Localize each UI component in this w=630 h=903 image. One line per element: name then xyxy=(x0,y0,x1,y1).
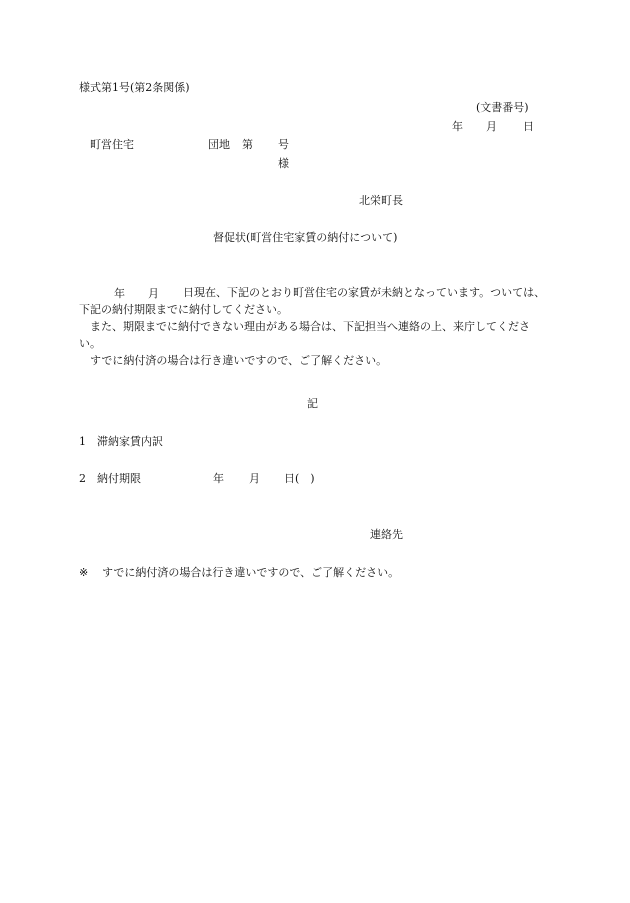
body-year: 年 xyxy=(114,287,125,300)
ki-heading: 記 xyxy=(307,397,318,410)
recipient-honorific: 様 xyxy=(278,157,289,170)
item-2-number: 2 xyxy=(79,472,86,485)
item-2-day: 日( ) xyxy=(284,472,315,485)
body-paragraph-1: 日現在、下記のとおり町営住宅の家賃が未納となっています。ついては、下記の納付期限までに納付してください。 xyxy=(79,286,546,316)
document-number: (文書番号) xyxy=(476,101,529,114)
recipient-danchi: 団地 xyxy=(208,138,230,151)
date-day: 日 xyxy=(523,120,534,133)
date-year: 年 xyxy=(452,120,463,133)
body-text xyxy=(79,284,551,369)
sender-name: 北栄町長 xyxy=(359,194,403,207)
document-title: 督促状(町営住宅家賃の納付について) xyxy=(213,231,398,244)
footnote-text: すでに納付済の場合は行き違いですので、ご了解ください。 xyxy=(102,566,400,579)
date-month: 月 xyxy=(486,120,497,133)
body-paragraph-3: すでに納付済の場合は行き違いですので、ご了解ください。 xyxy=(90,354,388,367)
body-paragraph-2: また、期限までに納付できない理由がある場合は、下記担当へ連絡の上、来庁してください。 xyxy=(79,320,530,350)
footnote-mark: ※ xyxy=(79,566,89,579)
recipient-housing: 町営住宅 xyxy=(90,138,134,151)
form-label: 様式第1号(第2条関係) xyxy=(79,81,190,94)
body-month: 月 xyxy=(148,287,159,300)
contact-label: 連絡先 xyxy=(370,528,403,541)
item-2-month: 月 xyxy=(249,472,260,485)
recipient-dai: 第 xyxy=(242,138,253,151)
item-1-label: 滞納家賃内訳 xyxy=(97,435,163,448)
item-2-label: 納付期限 xyxy=(97,472,141,485)
item-2-year: 年 xyxy=(213,472,224,485)
recipient-go: 号 xyxy=(278,138,289,151)
item-1-number: 1 xyxy=(79,435,86,448)
